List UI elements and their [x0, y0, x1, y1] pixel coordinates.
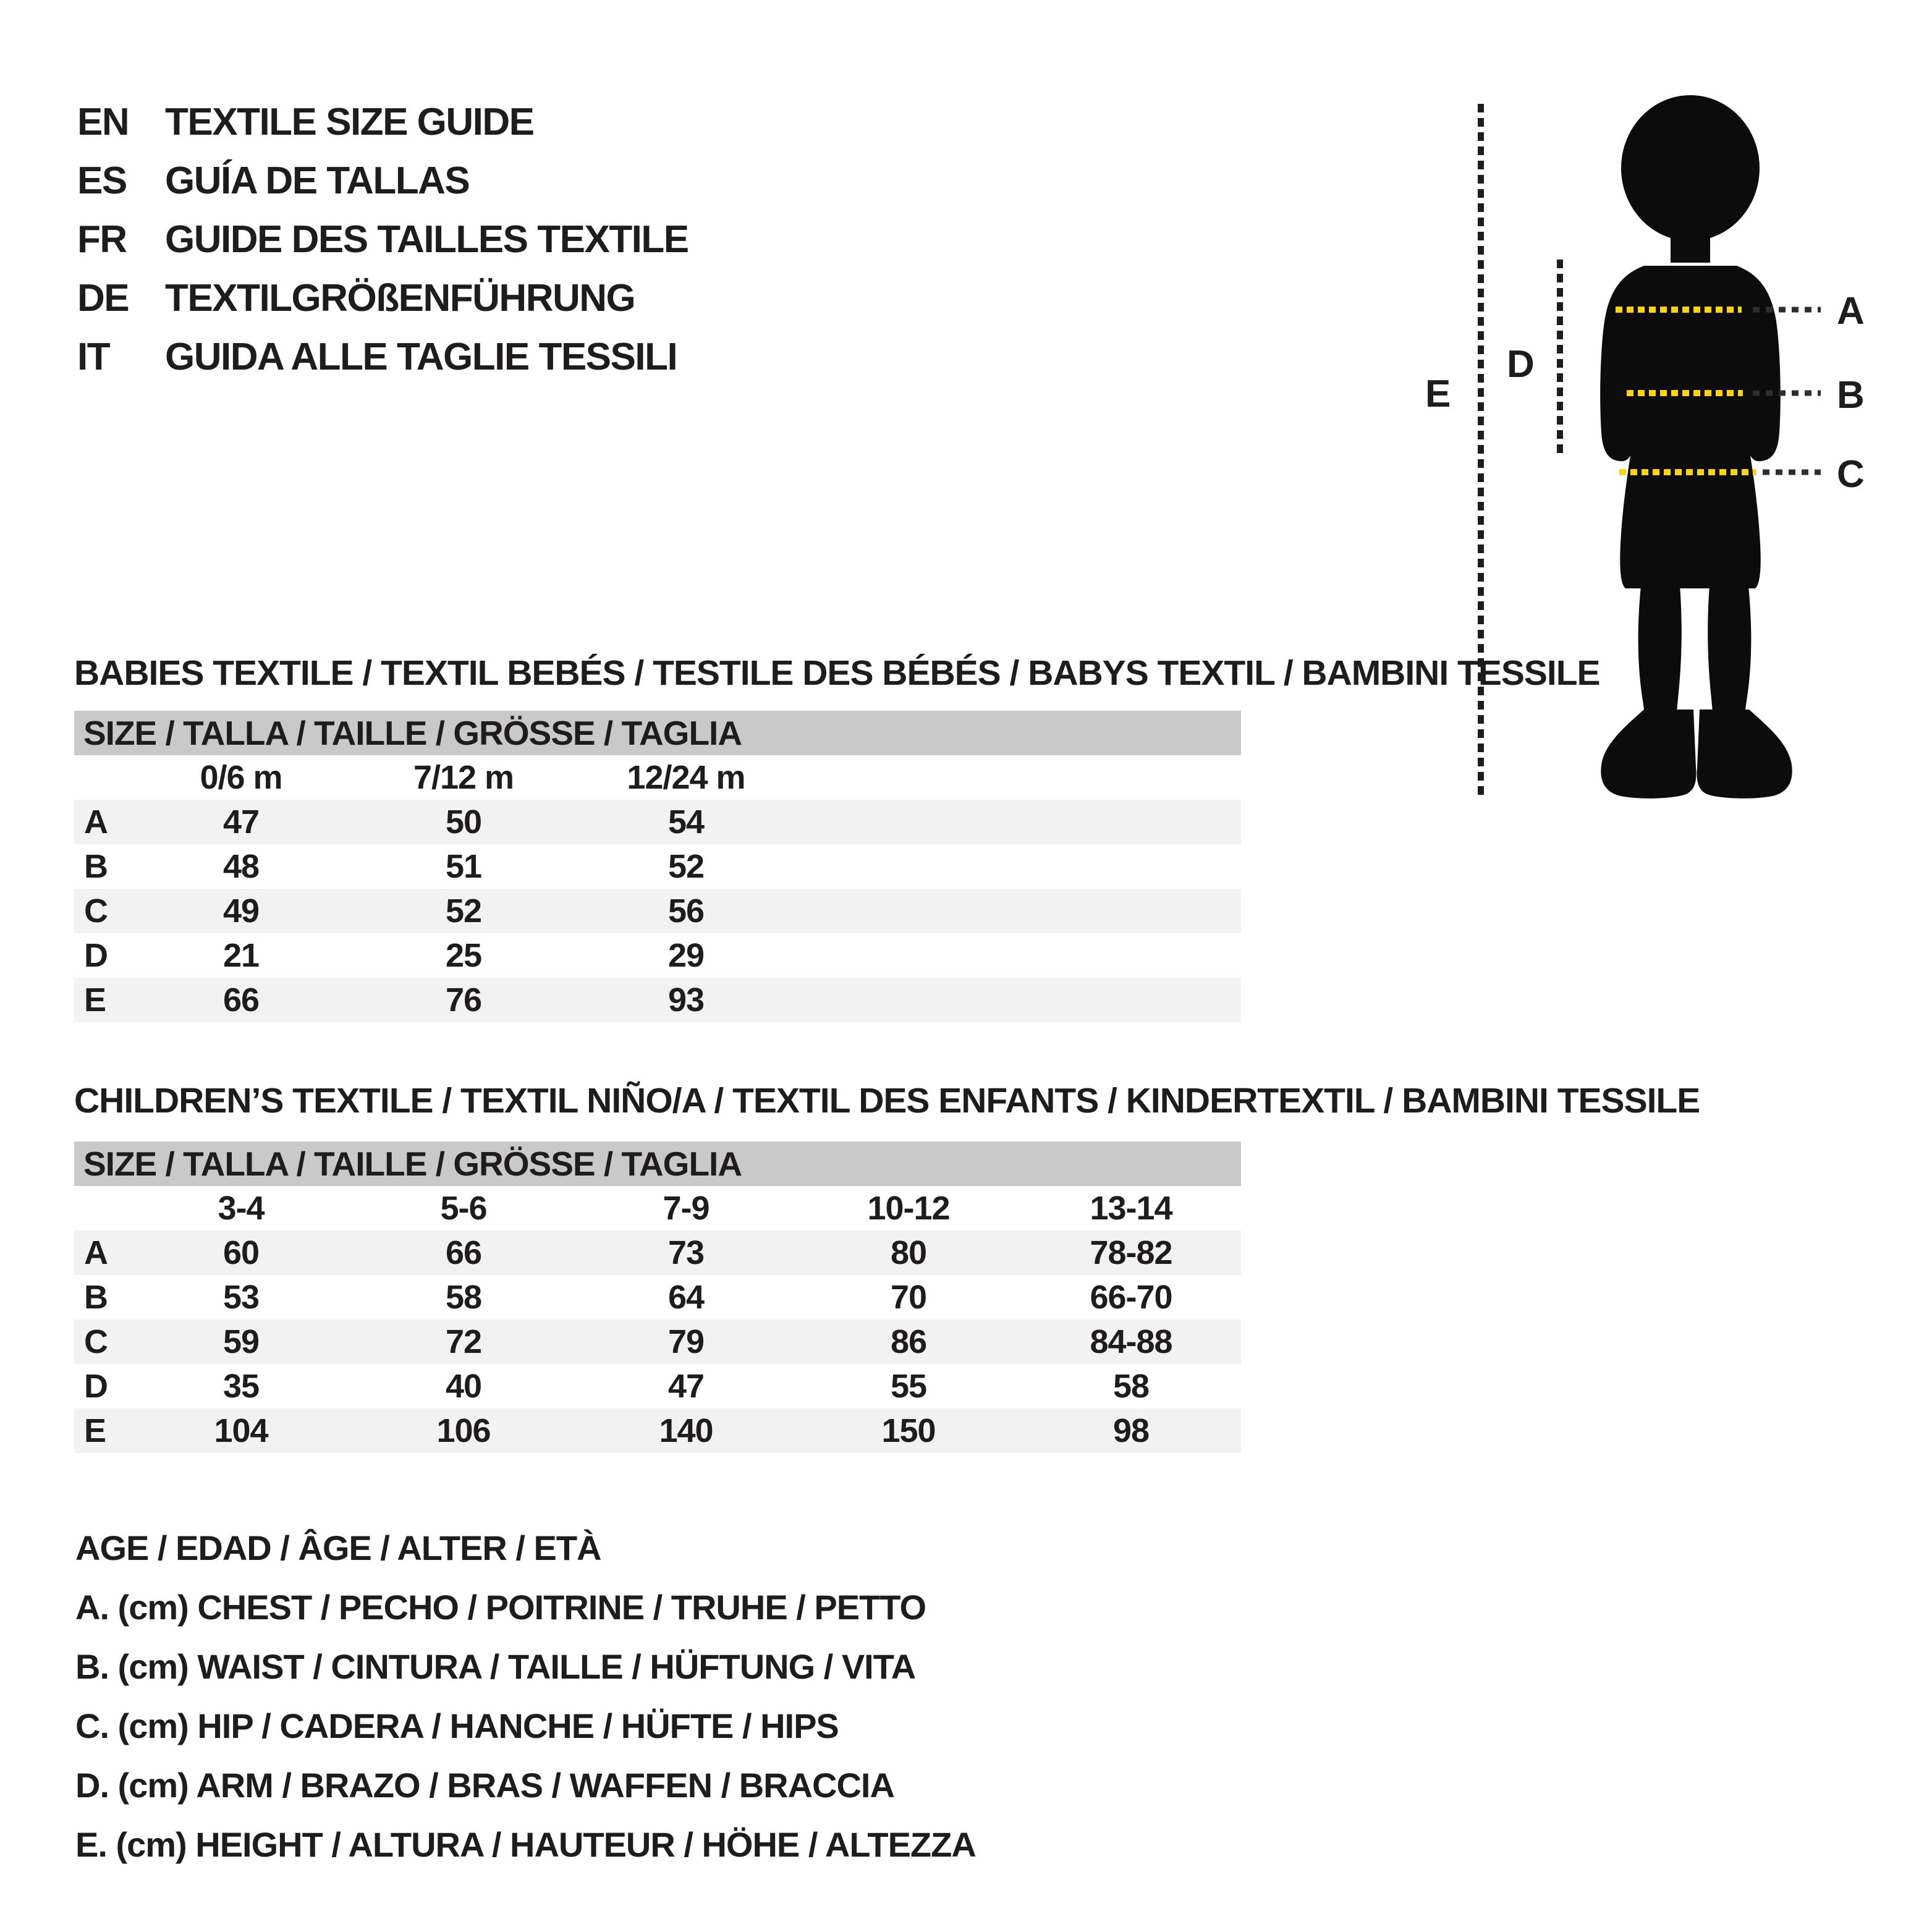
column-header-cell: 12/24 m	[627, 759, 745, 796]
measure-label-arm: D	[1507, 343, 1534, 386]
babies-section-title: BABIES TEXTILE / TEXTIL BEBÉS / TESTILE DES BÉBÉS / BABYS TEXTIL / BAMBINI TESSILE	[74, 653, 1600, 693]
measure-label-height: E	[1425, 373, 1451, 415]
row-label-cell: C	[84, 1323, 108, 1360]
value-cell: 56	[667, 892, 705, 930]
row-label-cell: A	[84, 1234, 108, 1271]
measure-label-hip: C	[1837, 453, 1864, 496]
value-cell: 25	[445, 937, 482, 974]
value-cell: 58	[445, 1279, 482, 1316]
column-header-cell: 13-14	[1090, 1190, 1172, 1227]
measure-label-chest: A	[1837, 290, 1864, 333]
value-cell: 104	[214, 1412, 268, 1449]
row-label-cell	[74, 1186, 130, 1231]
child-silhouette-icon	[1600, 95, 1792, 799]
children-table-header: SIZE / TALLA / TAILLE / GRÖSSE / TAGLIA	[74, 1142, 1241, 1186]
children-section-title: CHILDREN’S TEXTILE / TEXTIL NIÑO/A / TEXTIL DES ENFANTS / KINDERTEXTIL / BAMBINI TESSILE	[74, 1081, 1700, 1121]
table-row	[74, 844, 1241, 889]
language-row	[77, 210, 688, 269]
language-row	[77, 269, 688, 328]
babies-table-rows	[74, 755, 1241, 1022]
language-title: GUÍA DE TALLAS	[165, 159, 470, 202]
value-cell: 150	[881, 1412, 936, 1449]
row-label-cell: B	[84, 1279, 108, 1316]
child-silhouette-figure	[1409, 87, 1932, 816]
value-cell: 54	[667, 803, 705, 841]
table-row	[74, 1320, 1241, 1364]
value-cell: 55	[890, 1368, 927, 1405]
column-header-cell: 0/6 m	[200, 759, 282, 796]
measurement-legend	[75, 1518, 976, 1874]
value-cell: 80	[890, 1234, 927, 1271]
value-cell: 47	[667, 1368, 705, 1405]
value-cell: 50	[445, 803, 482, 841]
row-label-cell: D	[84, 1368, 108, 1405]
column-header-cell: 7-9	[663, 1190, 710, 1227]
value-cell: 52	[445, 892, 482, 930]
language-code: ES	[77, 159, 127, 202]
language-code: EN	[77, 101, 129, 143]
children-table-rows	[74, 1186, 1241, 1453]
table-row	[74, 800, 1241, 844]
row-label-cell: B	[84, 848, 108, 885]
value-cell: 40	[445, 1368, 482, 1405]
value-cell: 29	[667, 937, 705, 974]
language-title: GUIDA ALLE TAGLIE TESSILI	[165, 336, 677, 378]
measure-label-waist: B	[1837, 374, 1864, 417]
language-code: DE	[77, 277, 129, 320]
language-title: TEXTILGRÖßENFÜHRUNG	[165, 277, 635, 320]
language-row	[77, 151, 688, 210]
value-cell: 49	[222, 892, 260, 930]
value-cell: 76	[445, 981, 482, 1019]
children-table	[74, 1142, 1241, 1453]
legend-line-height: E. (cm) HEIGHT / ALTURA / HAUTEUR / HÖHE / ALTEZZA	[75, 1824, 976, 1864]
language-list	[77, 93, 688, 386]
value-cell: 72	[445, 1323, 482, 1360]
column-header-cell: 10-12	[867, 1190, 950, 1227]
value-cell: 66-70	[1090, 1279, 1172, 1316]
table-row	[74, 1275, 1241, 1320]
column-header-row	[74, 1186, 1241, 1231]
column-header-cell: 5-6	[440, 1190, 487, 1227]
value-cell: 140	[659, 1412, 713, 1449]
value-cell: 78-82	[1090, 1234, 1172, 1271]
language-title: TEXTILE SIZE GUIDE	[165, 101, 534, 143]
value-cell: 59	[222, 1323, 260, 1360]
row-label-cell: D	[84, 937, 108, 974]
row-label-cell: A	[84, 803, 108, 841]
value-cell: 58	[1112, 1368, 1150, 1405]
value-cell: 51	[445, 848, 482, 885]
value-cell: 93	[667, 981, 705, 1019]
table-row	[74, 978, 1241, 1022]
value-cell: 47	[222, 803, 260, 841]
language-row	[77, 93, 688, 151]
value-cell: 53	[222, 1279, 260, 1316]
row-label-cell: C	[84, 892, 108, 930]
language-code: IT	[77, 336, 110, 378]
value-cell: 35	[222, 1368, 260, 1405]
table-row	[74, 1364, 1241, 1409]
legend-line-arm: D. (cm) ARM / BRAZO / BRAS / WAFFEN / BRACCIA	[75, 1765, 894, 1805]
value-cell: 73	[667, 1234, 705, 1271]
value-cell: 66	[222, 981, 260, 1019]
value-cell: 48	[222, 848, 260, 885]
value-cell: 86	[890, 1323, 927, 1360]
column-header-cell: 3-4	[218, 1190, 265, 1227]
language-row	[77, 328, 688, 386]
babies-table	[74, 711, 1241, 1022]
value-cell: 64	[667, 1279, 705, 1316]
legend-line-chest: A. (cm) CHEST / PECHO / POITRINE / TRUHE / PETTO	[75, 1587, 926, 1627]
row-label-cell: E	[84, 981, 106, 1019]
table-row	[74, 1231, 1241, 1275]
column-header-cell: 7/12 m	[413, 759, 514, 796]
legend-line-waist: B. (cm) WAIST / CINTURA / TAILLE / HÜFTUNG / VITA	[75, 1646, 916, 1686]
row-label-cell	[74, 755, 130, 800]
value-cell: 66	[445, 1234, 482, 1271]
value-cell: 21	[222, 937, 260, 974]
value-cell: 52	[667, 848, 705, 885]
value-cell: 98	[1112, 1412, 1150, 1449]
table-row	[74, 1409, 1241, 1453]
value-cell: 106	[436, 1412, 491, 1449]
table-row	[74, 889, 1241, 933]
legend-line-hip: C. (cm) HIP / CADERA / HANCHE / HÜFTE / HIPS	[75, 1706, 839, 1745]
language-code: FR	[77, 218, 127, 261]
babies-table-header: SIZE / TALLA / TAILLE / GRÖSSE / TAGLIA	[74, 711, 1241, 755]
table-row	[74, 933, 1241, 978]
value-cell: 60	[222, 1234, 260, 1271]
column-header-row	[74, 755, 1241, 800]
legend-line-age: AGE / EDAD / ÂGE / ALTER / ETÀ	[75, 1528, 601, 1567]
value-cell: 70	[890, 1279, 927, 1316]
value-cell: 84-88	[1090, 1323, 1172, 1360]
value-cell: 79	[667, 1323, 705, 1360]
language-title: GUIDE DES TAILLES TEXTILE	[165, 218, 688, 261]
row-label-cell: E	[84, 1412, 106, 1449]
